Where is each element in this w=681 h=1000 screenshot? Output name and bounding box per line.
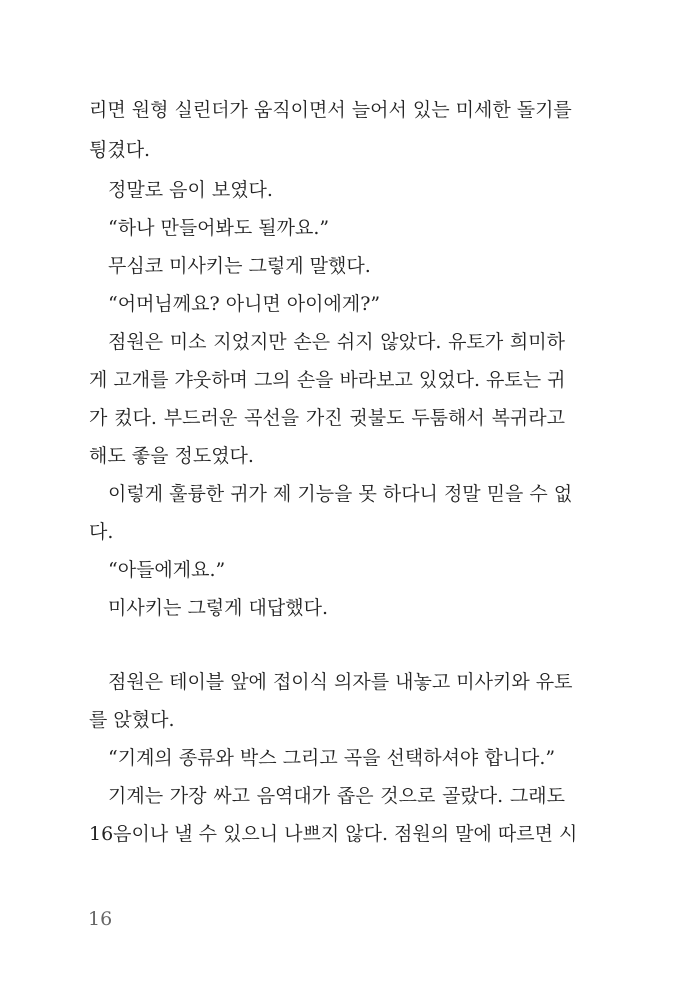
text-line-18: 기계는 가장 싸고 음역대가 좁은 것으로 골랐다. 그래도	[108, 785, 565, 807]
text-line-4: “하나 만들어봐도 될까요.”	[108, 217, 330, 239]
text-line-17: “기계의 종류와 박스 그리고 곡을 선택하셔야 합니다.”	[108, 747, 556, 769]
text-line-7: 점원은 미소 지었지만 손은 쉬지 않았다. 유토가 희미하	[108, 331, 565, 353]
text-line-2: 튕겼다.	[89, 139, 151, 161]
text-line-14: 미사키는 그렇게 대답했다.	[108, 597, 329, 619]
text-line-16: 를 앉혔다.	[89, 709, 175, 731]
text-line-6: “어머님께요? 아니면 아이에게?”	[108, 293, 381, 315]
text-line-13: “아들에게요.”	[108, 559, 226, 581]
text-line-3: 정말로 음이 보였다.	[108, 179, 273, 201]
text-line-1: 리면 원형 실린더가 움직이면서 늘어서 있는 미세한 돌기를	[89, 99, 572, 121]
text-line-8: 게 고개를 갸웃하며 그의 손을 바라보고 있었다. 유토는 귀	[89, 369, 566, 391]
page-number: 16	[88, 908, 113, 930]
text-line-11: 이렇게 훌륭한 귀가 제 기능을 못 하다니 정말 믿을 수 없	[108, 483, 573, 505]
text-line-12: 다.	[89, 521, 114, 543]
text-line-5: 무심코 미사키는 그렇게 말했다.	[108, 255, 371, 277]
text-line-15: 점원은 테이블 앞에 접이식 의자를 내놓고 미사키와 유토	[108, 671, 573, 693]
text-line-10: 해도 좋을 정도였다.	[89, 445, 254, 467]
text-line-19: 16음이나 낼 수 있으니 나쁘지 않다. 점원의 말에 따르면 시	[89, 823, 578, 845]
text-line-9: 가 컸다. 부드러운 곡선을 가진 귓불도 두툼해서 복귀라고	[89, 407, 565, 429]
